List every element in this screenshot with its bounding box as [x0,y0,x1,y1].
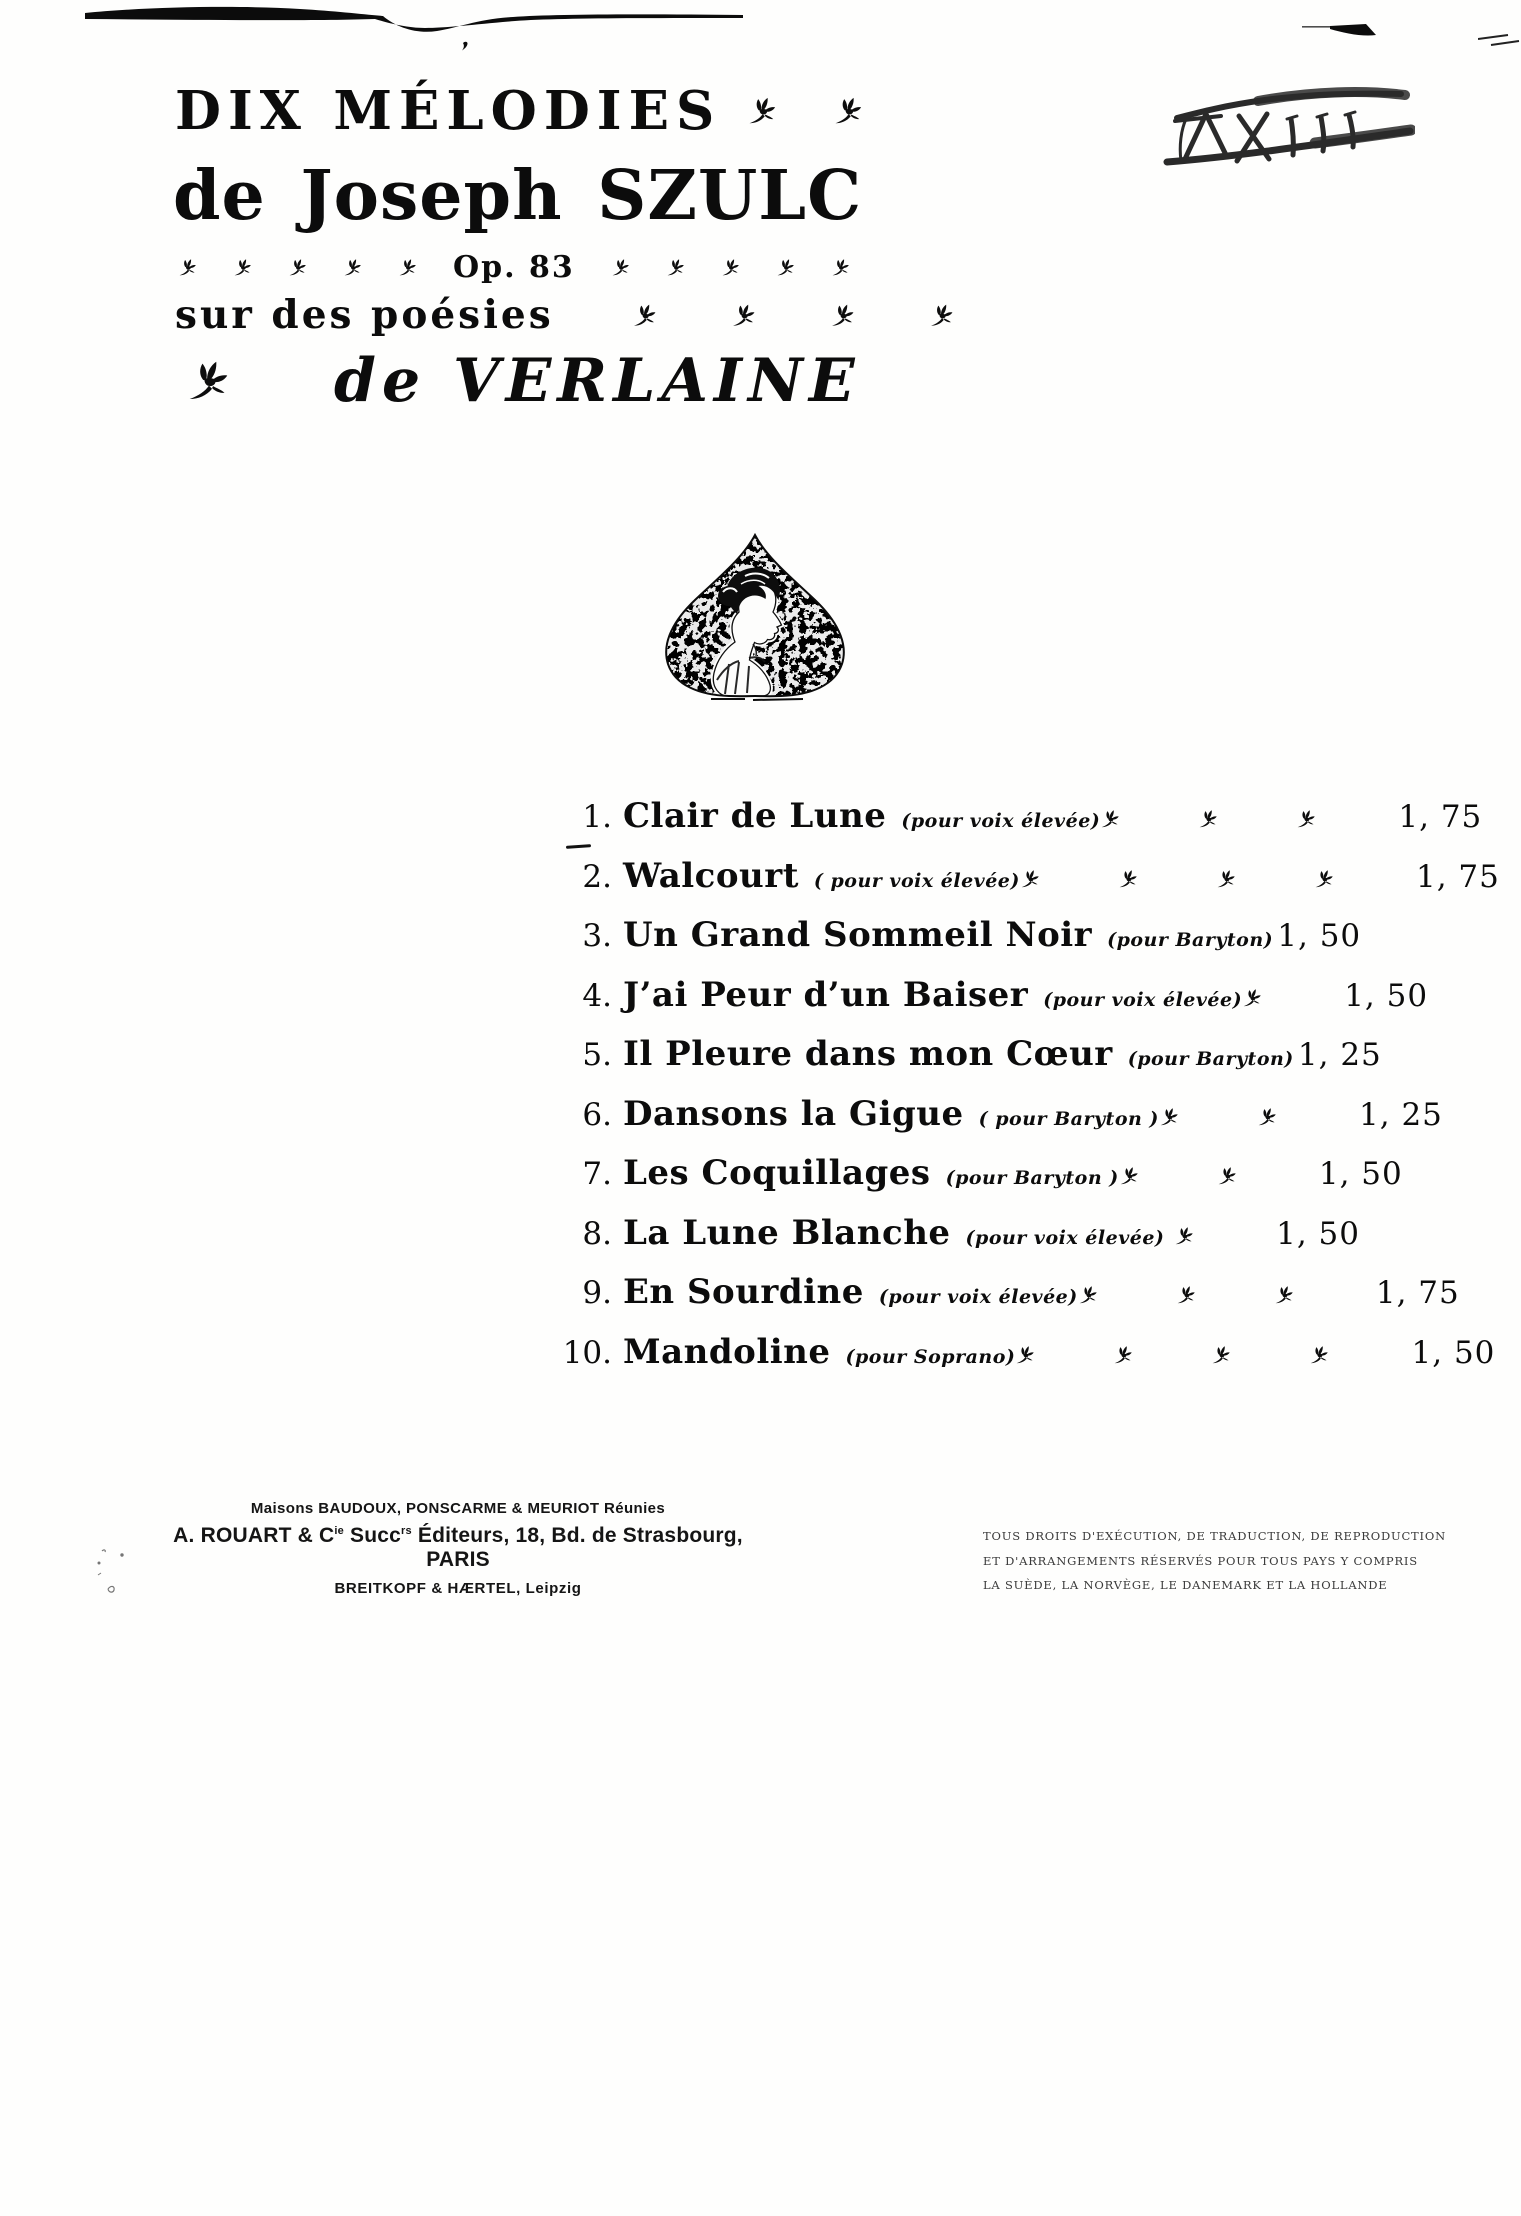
melody-price: 1, 75 [1398,799,1483,835]
floral-ornament-icon [1211,1345,1231,1365]
floral-ornament-icon [831,258,850,277]
melody-right-group [1100,799,1482,835]
publisher-line-2 [168,1524,748,1572]
floral-ornament-icon [186,359,230,403]
publisher-line-2-text3: Éditeurs, 18, Bd. de Strasbourg, PARIS [411,1524,743,1571]
floral-ornament-icon [398,258,417,277]
opus-row [178,250,850,285]
melody-number: 8. [582,1215,612,1252]
floral-ornament-icon [1078,1285,1098,1305]
melody-number: 7. [582,1156,612,1192]
publisher-line-2-sup1: ie [334,1525,344,1537]
subtitle-ornaments [632,303,954,328]
floral-ornament-icon [632,303,657,328]
floral-ornament-icon [288,258,307,277]
melody-right-group [1015,1335,1495,1371]
floral-ornament-icon [1296,809,1316,829]
melody-right-group [1294,1037,1382,1073]
floral-ornament-icon [1113,1345,1133,1365]
floral-ornament-icon [929,303,954,328]
handwritten-catalog-number-xxiii [1163,64,1415,166]
melody-voice-label: (pour Baryton) [1127,1048,1294,1070]
page-title: DIX MÉLODIES [175,80,722,142]
melody-price: 1, 50 [1276,1215,1360,1252]
melody-right-group [1174,1216,1360,1252]
publisher-block [168,1500,748,1597]
melody-right-group [1078,1275,1460,1311]
opus-label: Op. 83 [453,250,575,285]
title-row [175,80,863,142]
scan-speck-marks [96,1545,141,1600]
melody-list [560,790,1500,1385]
composer-title: de Joseph SZULC [173,156,863,236]
title-ornaments [747,96,863,126]
melody-right-group [1159,1097,1443,1133]
floral-ornament-icon [666,258,685,277]
scan-top-edge-mark [85,4,745,52]
floral-ornament-icon [233,258,252,277]
floral-ornament-icon [1100,809,1120,829]
melody-right-group [1273,918,1361,954]
melody-title: Un Grand Sommeil Noir [623,915,1093,955]
melody-row [560,1088,1443,1148]
melody-row [560,1266,1460,1326]
floral-ornament-icon [1274,1285,1294,1305]
melody-title: Dansons la Gigue [623,1093,964,1134]
melody-right-group [1242,978,1428,1014]
melody-row [560,1207,1360,1267]
melody-voice-label: (pour voix élevée) [1043,988,1243,1011]
floral-ornament-icon [343,258,362,277]
floral-ornament-icon [776,258,795,277]
floral-ornament-icon [1242,988,1262,1008]
floral-ornament-icon [1020,869,1040,889]
melody-voice-label: (pour voix élevée) [878,1286,1078,1308]
melody-right-group [1020,859,1500,895]
publisher-line-1: Maisons BAUDOUX, PONSCARME & MEURIOT Réunies [250,1500,666,1517]
melody-title: J’ai Peur d’un Baiser [623,974,1029,1015]
floral-ornament-icon [1216,869,1236,889]
melody-price: 1, 50 [1411,1334,1496,1371]
melody-price: 1, 50 [1318,1156,1403,1192]
melody-title: Clair de Lune [623,796,887,836]
scan-ink-wedge-mark [1300,20,1390,42]
rights-line-1: TOUS DROITS D'EXÉCUTION, DE TRADUCTION, DE REPRODUCTION [983,1529,1446,1543]
woman-profile-vignette [653,532,858,704]
melody-number: 3. [582,918,612,954]
melody-row [560,1147,1403,1207]
poet-row [186,346,861,416]
melody-price: 1, 50 [1344,977,1429,1014]
melody-row [560,790,1483,850]
floral-ornament-icon [1119,1166,1139,1186]
melody-title: En Sourdine [623,1272,864,1312]
melody-title: Il Pleure dans mon Cœur [623,1034,1113,1074]
melody-price: 1, 75 [1416,858,1500,895]
floral-ornament-icon [1217,1166,1237,1186]
melody-right-group [1119,1156,1403,1192]
melody-number: 9. [582,1275,612,1311]
publisher-line-2-sup2: rs [401,1525,412,1537]
melody-row [560,969,1429,1029]
melody-row [560,909,1360,969]
floral-ornament-icon [747,96,777,126]
publisher-line-2-text: A. ROUART & C [173,1524,335,1547]
melody-title: Walcourt [623,855,799,896]
poet-title: de VERLAINE [334,346,861,416]
melody-price: 1, 50 [1277,918,1362,954]
floral-ornament-icon [1174,1226,1194,1246]
melody-row [560,1028,1382,1088]
floral-ornament-icon [830,303,855,328]
floral-ornament-icon [731,303,756,328]
rights-line-3: LA SUÈDE, LA NORVÈGE, LE DANEMARK ET LA HOLLANDE [983,1578,1388,1593]
floral-ornament-icon [1159,1107,1179,1127]
melody-price: 1, 75 [1375,1275,1460,1311]
melody-price: 1, 25 [1297,1037,1382,1073]
melody-title: Mandoline [623,1331,831,1372]
rights-line-2: ET D'ARRANGEMENTS RÉSERVÉS POUR TOUS PAYS Y COMPRIS [983,1553,1418,1568]
floral-ornament-icon [1198,809,1218,829]
melody-voice-label: (pour voix élevée) [965,1226,1165,1249]
floral-ornament-icon [1015,1345,1035,1365]
opus-left-ornaments [178,258,417,277]
melody-number: 10. [562,1334,612,1371]
subtitle-row [175,292,954,338]
melody-price: 1, 25 [1359,1096,1443,1133]
melody-number: 5. [582,1037,612,1073]
melody-number: 4. [582,977,612,1014]
melody-voice-label: (pour Baryton ) [945,1167,1119,1189]
floral-ornament-icon [1257,1107,1277,1127]
melody-row [560,850,1500,910]
opus-right-ornaments [611,258,850,277]
publisher-line-2-text2: Succ [343,1524,402,1547]
melody-voice-label: ( pour Baryton ) [978,1107,1159,1130]
melody-title: Les Coquillages [623,1153,931,1193]
melody-voice-label: (pour Baryton) [1107,929,1274,951]
floral-ornament-icon [833,96,863,126]
melody-voice-label: ( pour voix élevée) [813,869,1020,892]
floral-ornament-icon [721,258,740,277]
melody-number: 6. [582,1096,612,1133]
floral-ornament-icon [1118,869,1138,889]
floral-ornament-icon [1309,1345,1329,1365]
melody-row [560,1326,1496,1386]
poet-ornament [186,359,230,403]
melody-number: 1. [582,799,612,835]
rights-notice [983,1524,1446,1598]
subtitle: sur des poésies [175,292,554,338]
floral-ornament-icon [1176,1285,1196,1305]
publisher-line-3: BREITKOPF & HÆRTEL, Leipzig [334,1580,582,1597]
melody-title: La Lune Blanche [623,1212,951,1253]
floral-ornament-icon [1314,869,1334,889]
floral-ornament-icon [611,258,630,277]
floral-ornament-icon [178,258,197,277]
scan-edge-dashes [1478,30,1521,50]
melody-voice-label: (pour Soprano) [845,1345,1016,1368]
melody-voice-label: (pour voix élevée) [901,810,1101,832]
melody-number: 2. [582,858,612,895]
